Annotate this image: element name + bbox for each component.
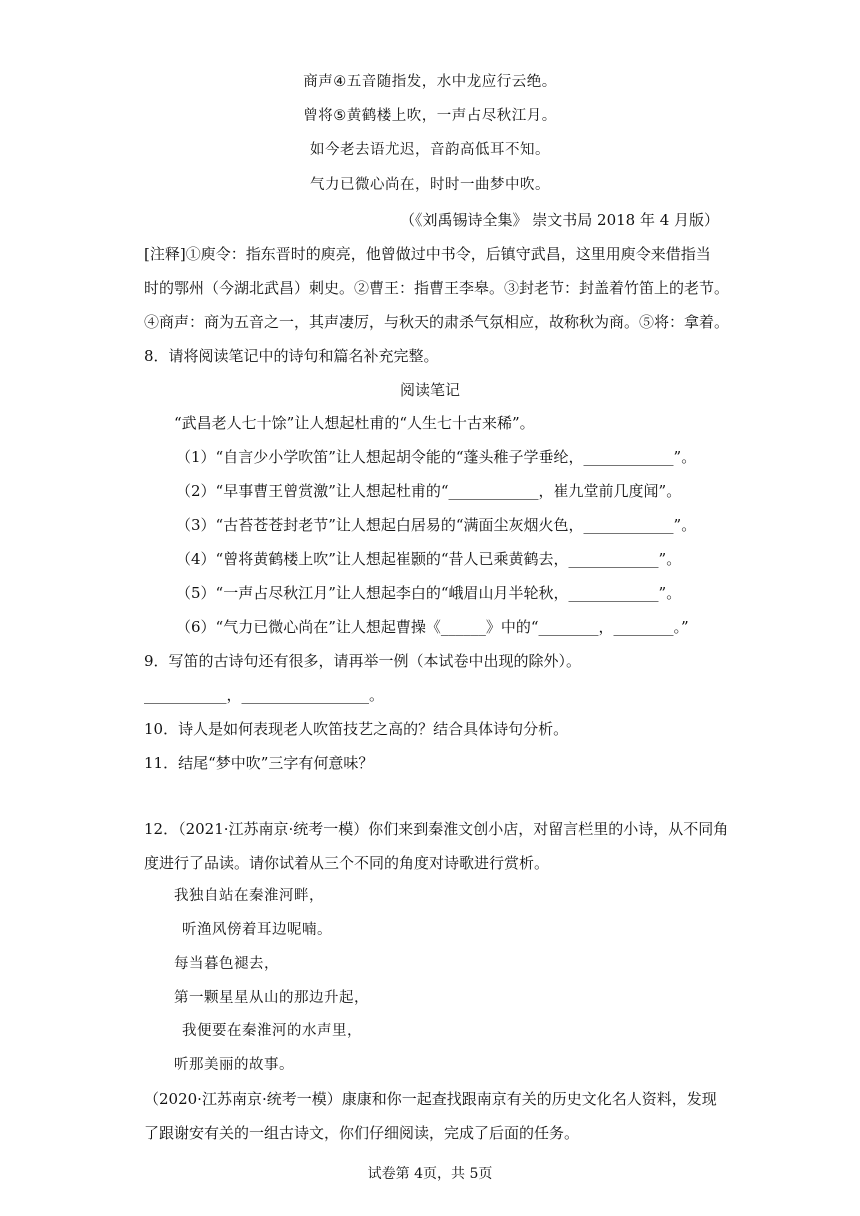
- annotation-line: [注释]①庾令：指东晋时的庾亮，他曾做过中书令，后镇守武昌，这里用庾令来借指当: [144, 245, 711, 263]
- poem2-line: 每当暮色褪去，: [174, 956, 279, 972]
- poem2-line: 听渔风傍着耳边呢喃。: [182, 922, 332, 938]
- reading-notes-item: （3）“古苔苍苍封老节”让人想起白居易的“满面尘灰烟火色，____________”。: [176, 516, 697, 534]
- section-intro-cont: 了跟谢安有关的一组古诗文，你们仔细阅读，完成了后面的任务。: [144, 1124, 580, 1142]
- poem2-line: 第一颗星星从山的那边升起，: [174, 990, 369, 1006]
- poem2-line: 我便要在秦淮河的水声里，: [182, 1023, 362, 1039]
- reading-notes-intro: “武昌老人七十馀”让人想起杜甫的“人生七十古来稀”。: [174, 414, 535, 432]
- reading-notes-item: （6）“气力已微心尚在”让人想起曹操《______》中的“________，________。”: [176, 618, 689, 636]
- poem-line: 曾将⑤黄鹤楼上吹，一声占尽秋江月。: [303, 108, 557, 124]
- poem2-line: 我独自站在秦淮河畔，: [174, 888, 324, 904]
- reading-notes-item: （1）“自言少小学吹笛”让人想起胡令能的“蓬头稚子学垂纶，____________”。: [176, 448, 697, 466]
- question-11: 11．结尾“梦中吹”三字有何意味？: [144, 754, 374, 772]
- reading-notes-item: （2）“早事曹王曾赏激”让人想起杜甫的“____________，崔九堂前几度闻”。: [176, 482, 682, 500]
- reading-notes-item: （4）“曾将黄鹤楼上吹”让人想起崔颢的“昔人已乘黄鹤去，____________”。: [176, 550, 682, 568]
- question-12: 12．（2021·江苏南京·统考一模）你们来到秦淮文创小店，对留言栏里的小诗，从不同角: [144, 820, 729, 838]
- poem2-line: 听那美丽的故事。: [174, 1057, 294, 1073]
- question-12-cont: 度进行了品读。请你试着从三个不同的角度对诗歌进行赏析。: [144, 854, 550, 872]
- poem-line: 商声④五音随指发，水中龙应行云绝。: [303, 74, 557, 90]
- page-footer: 试卷第 4页，共 5页: [367, 1166, 493, 1182]
- question-10: 10．诗人是如何表现老人吹笛技艺之高的？结合具体诗句分析。: [144, 720, 569, 738]
- question-9: 9．写笛的古诗句还有很多，请再举一例（本试卷中出现的除外）。: [144, 652, 582, 670]
- annotation-line: 时的鄂州（今湖北武昌）刺史。②曹王：指曹王李皋。③封老节：封盖着竹笛上的老节。: [144, 279, 730, 297]
- poem-line: 气力已微心尚在，时时一曲梦中吹。: [310, 177, 550, 193]
- reading-notes-title: 阅读笔记: [399, 381, 460, 399]
- question-8: 8．请将阅读笔记中的诗句和篇名补充完整。: [144, 347, 439, 365]
- poem-line: 如今老去语尤迟，音韵高低耳不知。: [310, 142, 550, 158]
- annotation-line: ④商声：商为五音之一，其声凄厉，与秋天的肃杀气氛相应，故称秋为商。⑤将：拿着。: [144, 313, 730, 331]
- answer-blank: ___________，_________________。: [144, 686, 385, 704]
- reading-notes-item: （5）“一声占尽秋江月”让人想起李白的“峨眉山月半轮秋，____________”。: [176, 584, 682, 602]
- section-intro: （2020·江苏南京·统考一模）康康和你一起查找跟南京有关的历史文化名人资料，发现: [144, 1090, 717, 1108]
- poem-source: （《刘禹锡诗全集》 崇文书局 2018 年 4 月版）: [400, 211, 720, 229]
